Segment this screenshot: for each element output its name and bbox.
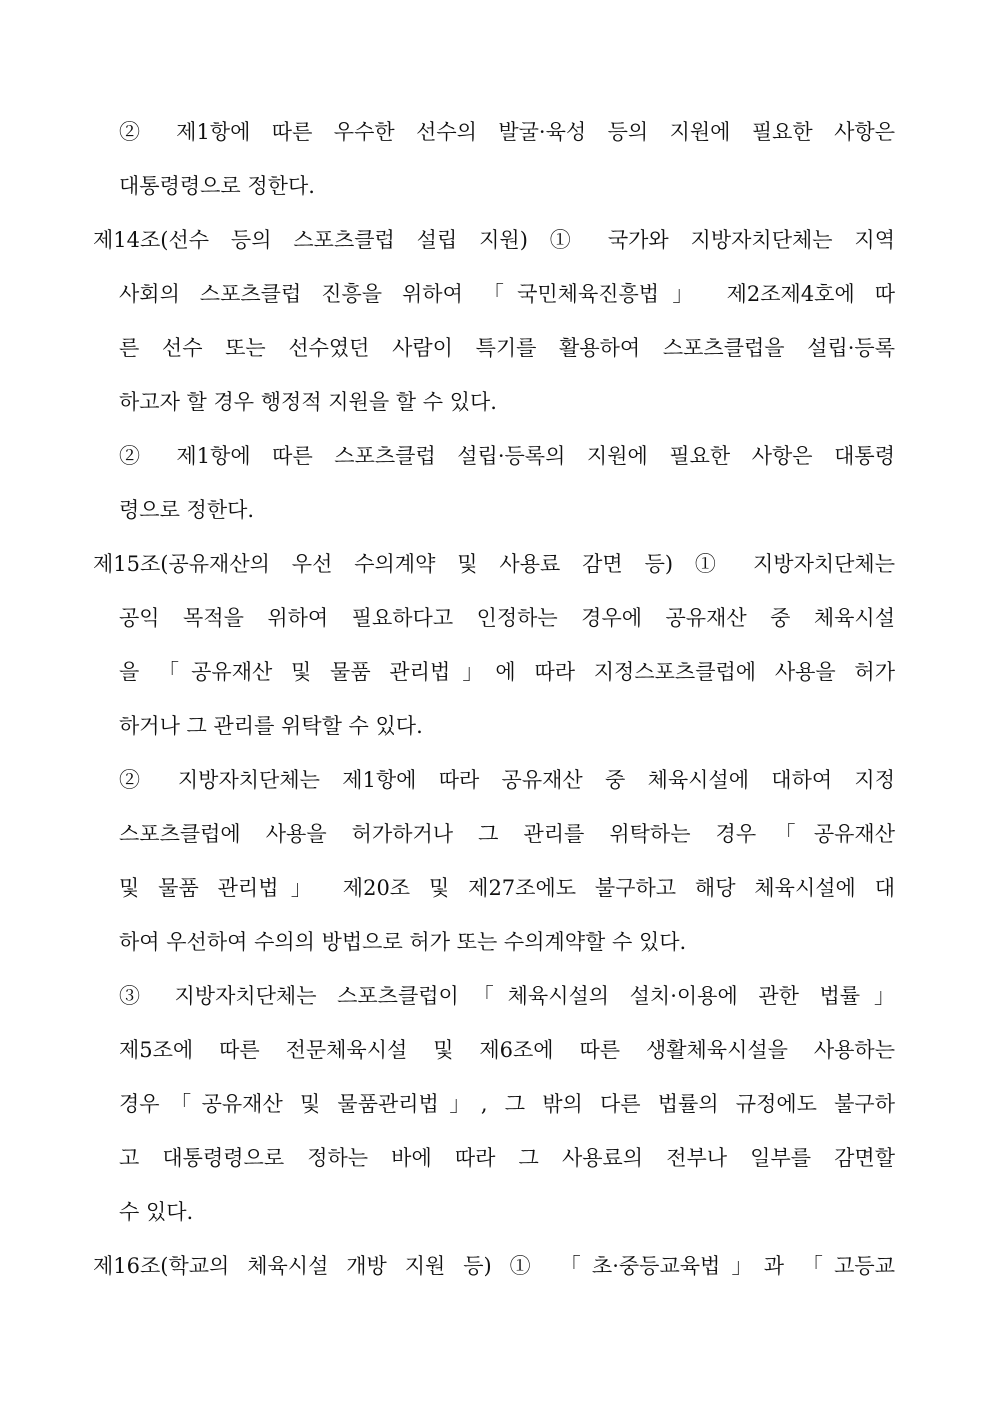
text-line: 하여 우선하여 수의의 방법으로 허가 또는 수의계약할 수 있다. xyxy=(119,930,687,954)
text-line: 을 「공유재산 및 물품 관리법」에 따라 지정스포츠클럽에 사용을 허가 xyxy=(119,660,895,684)
text-line: 른 선수 또는 선수였던 사람이 특기를 활용하여 스포츠클럽을 설립·등록 xyxy=(119,336,895,360)
text-line: 경우「공유재산 및 물품관리법」, 그 밖의 다른 법률의 규정에도 불구하 xyxy=(119,1092,895,1116)
article-heading-line: 제14조(선수 등의 스포츠클럽 설립 지원) ① 국가와 지방자치단체는 지역 xyxy=(93,228,895,252)
text-line: 사회의 스포츠클럽 진흥을 위하여 「국민체육진흥법」 제2조제4호에 따 xyxy=(119,282,895,306)
text-line: 하고자 할 경우 행정적 지원을 할 수 있다. xyxy=(119,390,497,414)
text-line: ② 지방자치단체는 제1항에 따라 공유재산 중 체육시설에 대하여 지정 xyxy=(119,768,895,792)
text-line: 제5조에 따른 전문체육시설 및 제6조에 따른 생활체육시설을 사용하는 xyxy=(119,1038,895,1062)
text-line: ② 제1항에 따른 스포츠클럽 설립·등록의 지원에 필요한 사항은 대통령 xyxy=(119,444,895,468)
text-line: 하거나 그 관리를 위탁할 수 있다. xyxy=(119,714,423,738)
text-line: 고 대통령령으로 정하는 바에 따라 그 사용료의 전부나 일부를 감면할 xyxy=(119,1146,895,1170)
text-line: 스포츠클럽에 사용을 허가하거나 그 관리를 위탁하는 경우「공유재산 xyxy=(119,822,895,846)
text-line: ③ 지방자치단체는 스포츠클럽이「체육시설의 설치·이용에 관한 법률」 xyxy=(119,984,895,1008)
text-line: 령으로 정한다. xyxy=(119,498,255,522)
article-heading-line: 제16조(학교의 체육시설 개방 지원 등) ① 「초·중등교육법」과 「고등교 xyxy=(93,1254,895,1278)
text-line: 및 물품 관리법」 제20조 및 제27조에도 불구하고 해당 체육시설에 대 xyxy=(119,876,895,900)
article-heading-line: 제15조(공유재산의 우선 수의계약 및 사용료 감면 등) ① 지방자치단체는 xyxy=(93,552,895,576)
text-line: 수 있다. xyxy=(119,1200,194,1224)
text-line: 공익 목적을 위하여 필요하다고 인정하는 경우에 공유재산 중 체육시설 xyxy=(119,606,895,630)
text-line: 대통령령으로 정한다. xyxy=(119,174,315,198)
text-line: ② 제1항에 따른 우수한 선수의 발굴·육성 등의 지원에 필요한 사항은 xyxy=(119,120,895,144)
